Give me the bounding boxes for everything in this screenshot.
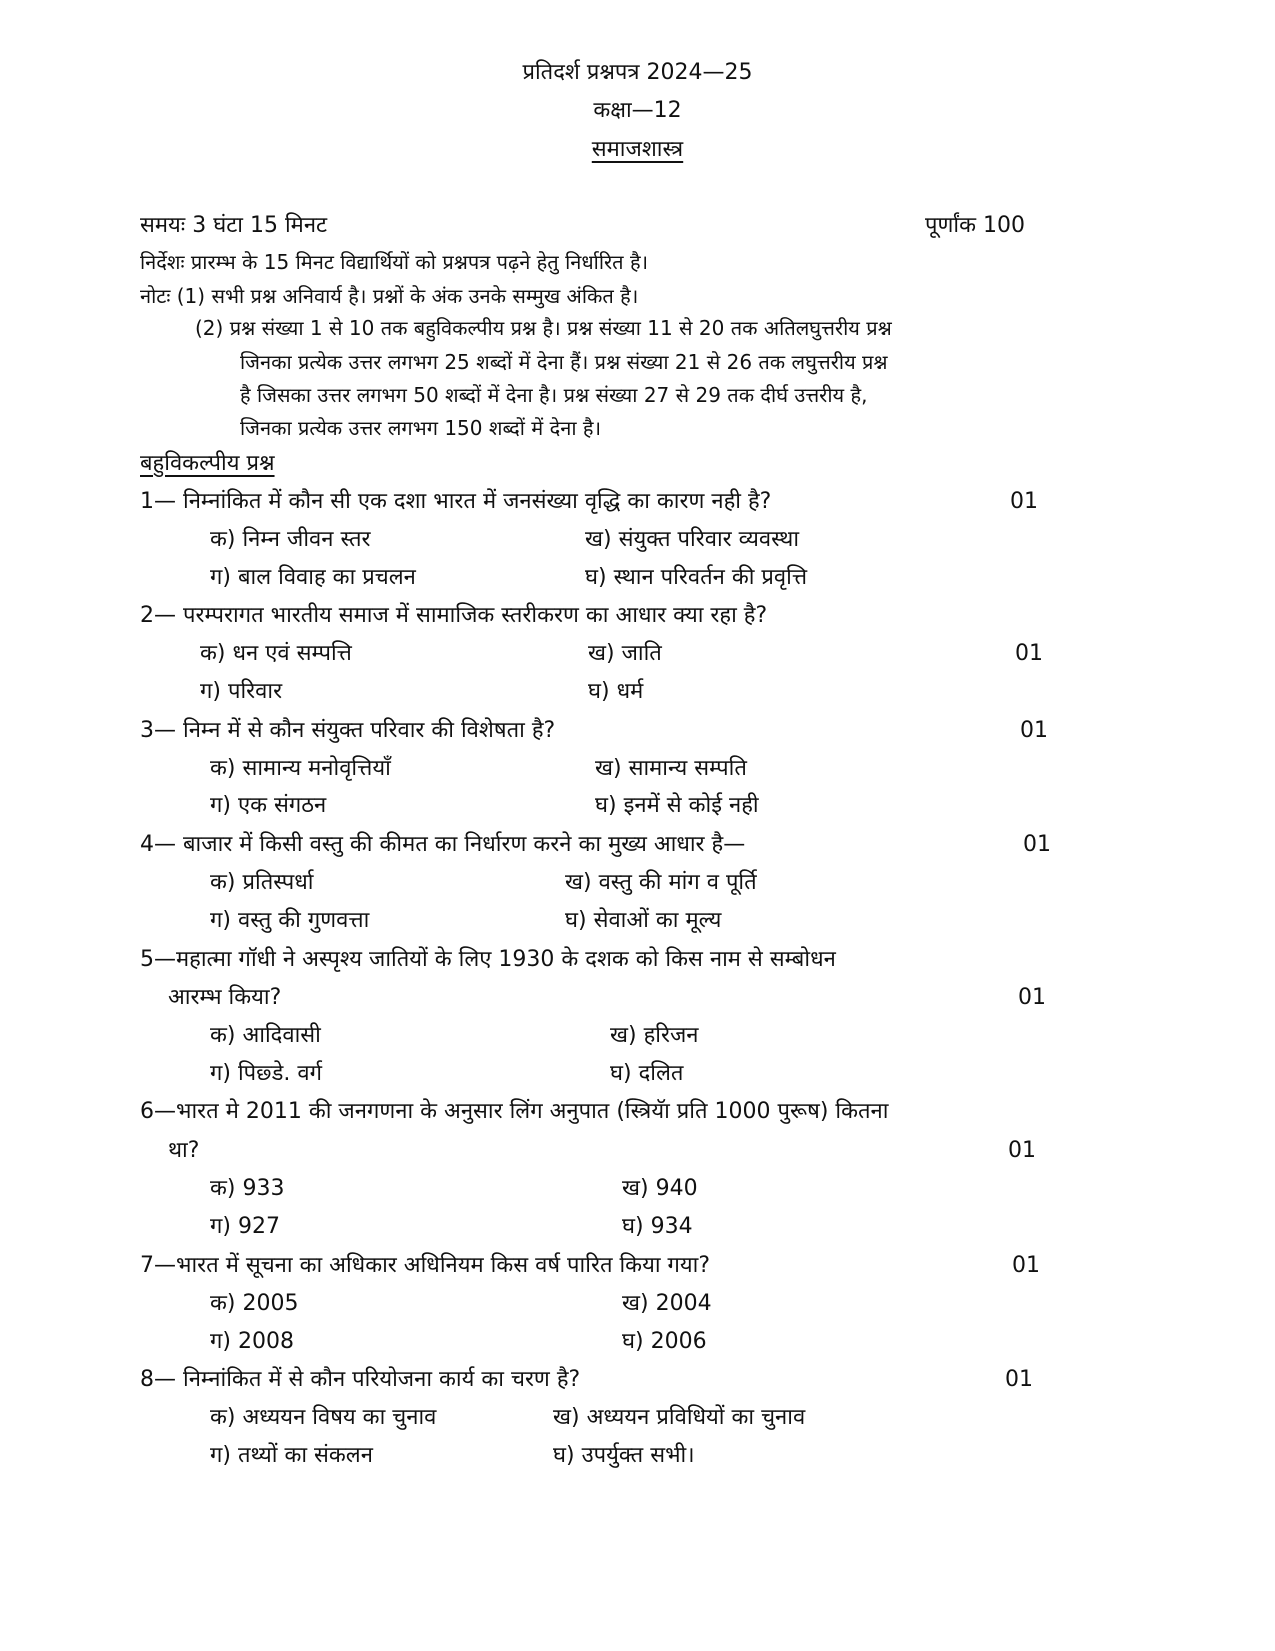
class-label: कक्षा—12 bbox=[593, 98, 682, 123]
question-marks: 01 bbox=[1018, 985, 1046, 1010]
time-allowed: समयः 3 घंटा 15 मिनट bbox=[140, 213, 328, 238]
answer-option: ग) परिवार bbox=[200, 679, 283, 704]
answer-option: ख) 2004 bbox=[622, 1291, 712, 1316]
answer-option: क) सामान्य मनोवृत्तियाँ bbox=[210, 756, 391, 781]
answer-option: ग) वस्तु की गुणवत्ता bbox=[210, 908, 370, 933]
note-1: नोटः (1) सभी प्रश्न अनिवार्य है। प्रश्नों के अंक उनके सम्मुख अंकित है। bbox=[140, 284, 639, 308]
note-2-line: जिनका प्रत्येक उत्तर लगभग 25 शब्दों में देना हैं। प्रश्न संख्या 21 से 26 तक लघुत्तरीय प्रश्न bbox=[240, 350, 888, 374]
question-text: आरम्भ किया? bbox=[168, 985, 282, 1010]
answer-option: ख) 940 bbox=[622, 1176, 698, 1201]
answer-option: क) आदिवासी bbox=[210, 1023, 321, 1048]
answer-option: ख) सामान्य सम्पति bbox=[595, 756, 747, 781]
question-marks: 01 bbox=[1005, 1367, 1033, 1392]
answer-option: घ) 2006 bbox=[622, 1329, 707, 1354]
answer-option: ग) पिछ्डे. वर्ग bbox=[210, 1061, 322, 1086]
question-marks: 01 bbox=[1008, 1138, 1036, 1163]
answer-option: ग) 2008 bbox=[210, 1329, 294, 1354]
answer-option: क) धन एवं सम्पत्ति bbox=[200, 641, 352, 666]
paper-title: प्रतिदर्श प्रश्नपत्र 2024—25 bbox=[522, 60, 753, 85]
answer-option: घ) सेवाओं का मूल्य bbox=[565, 908, 722, 933]
question-text: 2— परम्परागत भारतीय समाज में सामाजिक स्तरीकरण का आधार क्या रहा है? bbox=[140, 603, 768, 628]
question-marks: 01 bbox=[1020, 718, 1048, 743]
subject-title: समाजशास्त्र bbox=[591, 137, 684, 162]
answer-option: क) निम्न जीवन स्तर bbox=[210, 527, 371, 552]
answer-option: ग) बाल विवाह का प्रचलन bbox=[210, 565, 416, 590]
note-2-line: है जिसका उत्तर लगभग 50 शब्दों में देना है। प्रश्न संख्या 27 से 29 तक दीर्घ उत्तरीय है, bbox=[240, 383, 868, 407]
question-text: 5—महात्मा गॉधी ने अस्पृश्य जातियों के लिए 1930 के दशक को किस नाम से सम्बोधन bbox=[140, 947, 836, 972]
question-text: 1— निम्नांकित में कौन सी एक दशा भारत में जनसंख्या वृद्धि का कारण नही है? bbox=[140, 489, 772, 514]
note-2-line: (2) प्रश्न संख्या 1 से 10 तक बहुविकल्पीय प्रश्न है। प्रश्न संख्या 11 से 20 तक अतिलघुत्तरीय प्रश्न bbox=[195, 316, 892, 340]
direction-text: निर्देशः प्रारम्भ के 15 मिनट विद्यार्थियों को प्रश्नपत्र पढ़ने हेतु निर्धारित है। bbox=[140, 250, 649, 274]
answer-option: ख) वस्तु की मांग व पूर्ति bbox=[565, 870, 757, 895]
answer-option: घ) स्थान परिवर्तन की प्रवृत्ति bbox=[585, 565, 808, 590]
answer-option: ग) 927 bbox=[210, 1214, 280, 1239]
answer-option: घ) दलित bbox=[610, 1061, 684, 1086]
question-text: 3— निम्न में से कौन संयुक्त परिवार की विशेषता है? bbox=[140, 718, 556, 743]
answer-option: ग) एक संगठन bbox=[210, 793, 327, 818]
question-text: 8— निम्नांकित में से कौन परियोजना कार्य का चरण है? bbox=[140, 1367, 581, 1392]
answer-option: ख) हरिजन bbox=[610, 1023, 699, 1048]
answer-option: घ) धर्म bbox=[588, 679, 644, 704]
note-2-line: जिनका प्रत्येक उत्तर लगभग 150 शब्दों में देना है। bbox=[240, 416, 602, 440]
answer-option: ख) संयुक्त परिवार व्यवस्था bbox=[585, 527, 800, 552]
answer-option: ग) तथ्यों का संकलन bbox=[210, 1443, 373, 1468]
max-marks: पूर्णांक 100 bbox=[925, 213, 1025, 238]
answer-option: क) प्रतिस्पर्धा bbox=[210, 870, 314, 895]
section-heading: बहुविकल्पीय प्रश्न bbox=[140, 451, 275, 476]
question-marks: 01 bbox=[1015, 641, 1043, 666]
question-marks: 01 bbox=[1012, 1253, 1040, 1278]
question-text: था? bbox=[168, 1138, 200, 1163]
question-marks: 01 bbox=[1023, 832, 1051, 857]
answer-option: ख) अध्ययन प्रविधियों का चुनाव bbox=[553, 1405, 806, 1430]
answer-option: घ) 934 bbox=[622, 1214, 693, 1239]
question-text: 4— बाजार में किसी वस्तु की कीमत का निर्धारण करने का मुख्य आधार है— bbox=[140, 832, 746, 857]
answer-option: क) अध्ययन विषय का चुनाव bbox=[210, 1405, 437, 1430]
question-marks: 01 bbox=[1010, 489, 1038, 514]
answer-option: क) 933 bbox=[210, 1176, 285, 1201]
question-text: 7—भारत में सूचना का अधिकार अधिनियम किस वर्ष पारित किया गया? bbox=[140, 1253, 711, 1278]
question-text: 6—भारत मे 2011 की जनगणना के अनुसार लिंग अनुपात (स्त्रियॅा प्रति 1000 पुरूष) कितना bbox=[140, 1099, 889, 1124]
answer-option: क) 2005 bbox=[210, 1291, 299, 1316]
answer-option: ख) जाति bbox=[588, 641, 662, 666]
answer-option: घ) इनमें से कोई नही bbox=[595, 793, 759, 818]
answer-option: घ) उपर्युक्त सभी। bbox=[553, 1443, 695, 1468]
